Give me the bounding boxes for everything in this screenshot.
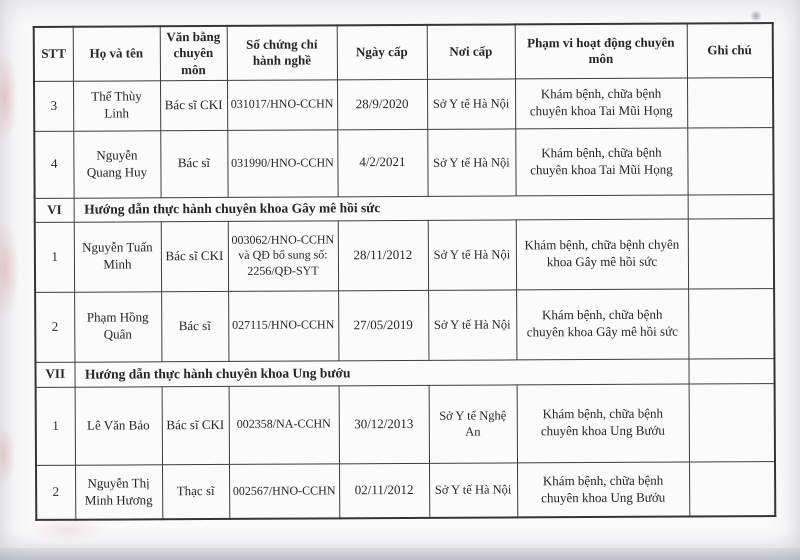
section-id: VI [35,198,74,222]
practitioner-table-wrap [33,22,775,521]
cell-degree: Thạc sĩ [162,464,229,519]
cell-stt: 4 [34,131,73,198]
header-degree: Văn bằng chuyên môn [160,26,227,81]
header-cert: Số chứng chỉ hành nghề [227,25,337,80]
table-row [35,218,774,292]
header-place: Nơi cấp [427,24,515,79]
cell-date: 02/11/2012 [339,463,429,518]
section-note-cell [688,194,774,218]
cell-cert: 027115/HNO-CCHN [228,291,338,362]
cell-note [687,127,773,194]
cell-place: Sở Y tế Hà Nội [429,463,517,518]
cell-date: 27/05/2019 [338,290,428,360]
scan-smudge [0,425,16,485]
cell-stt: 3 [34,81,73,131]
cell-name: Nguyễn Tuấn Minh [74,222,161,292]
scan-smudge [0,220,20,320]
cell-place: Sở Y tế Hà Nội [427,129,515,196]
cell-degree: Bác sĩ CKI [160,80,227,130]
cell-stt: 2 [35,292,74,362]
cell-date: 28/11/2012 [338,220,428,290]
scan-speck [750,10,762,22]
cell-stt: 1 [35,222,74,292]
cell-note [689,383,775,461]
cell-cert: 003062/HNO-CCHN và QĐ bổ sung số: 2256/QĐ-SYT [228,221,338,292]
cell-scope: Khám bệnh, chữa bệnh chuyên khoa Ung Bướu [517,384,689,463]
table-row [36,461,775,520]
section-id: VII [35,362,74,387]
cell-date: 30/12/2013 [339,385,429,463]
cell-note [687,77,773,127]
header-row [34,23,773,81]
cell-place: Sở Y tế Hà Nội [427,79,515,129]
cell-date: 4/2/2021 [337,129,427,196]
cell-degree: Bác sĩ [160,130,227,197]
cell-name: Nguyễn Quang Huy [73,131,160,198]
table-row [34,127,773,198]
cell-date: 28/9/2020 [337,79,427,129]
cell-cert: 002567/HNO-CCHN [229,464,339,520]
scan-smudge [0,52,18,142]
table-row [35,288,774,362]
section-header-row [35,358,774,387]
header-date: Ngày cấp [337,25,427,80]
practitioner-table [33,22,777,521]
cell-stt: 1 [36,387,75,465]
cell-name: Thế Thùy Linh [73,81,160,131]
cell-scope: Khám bệnh, chữa bệnh chuyên khoa Ung Bướu [517,462,689,518]
cell-place: Sở Y tế Hà Nội [428,290,516,360]
cell-degree: Bác sĩ CKI [161,221,228,291]
cell-name: Phạm Hồng Quân [74,292,161,362]
cell-degree: Bác sĩ CKI [162,386,229,464]
header-name: Họ và tên [73,26,160,81]
section-title: Hướng dẫn thực hành chuyên khoa Ung bướu [74,359,688,387]
cell-cert: 002358/NA-CCHN [229,386,339,465]
section-title: Hướng dẫn thực hành chuyên khoa Gây mê hồi sức [74,195,688,222]
cell-scope: Khám bệnh, chữa bệnh chuyên khoa Tai Mũi Họng [515,78,687,129]
cell-place: Sở Y tế Nghệ An [429,385,517,463]
cell-degree: Bác sĩ [161,291,228,361]
cell-note [689,461,775,516]
cell-cert: 031017/HNO-CCHN [227,80,337,131]
table-row [34,77,773,131]
cell-name: Nguyễn Thị Minh Hương [75,465,162,520]
cell-note [688,218,774,288]
header-stt: STT [34,27,73,81]
cell-scope: Khám bệnh, chữa bệnh chuyên khoa Tai Mũi Họng [515,128,687,196]
cell-scope: Khám bệnh, chữa bệnh chyên khoa Gây mê hồi sức [516,219,688,290]
cell-scope: Khám bệnh, chữa bệnh chuyên khoa Gây mê hồi sức [516,289,688,360]
header-note: Ghi chú [687,23,773,78]
table-row [36,383,775,465]
header-scope: Phạm vi hoạt động chuyên môn [515,24,687,79]
cell-name: Lê Văn Bảo [75,387,162,465]
cell-note [688,288,774,358]
section-note-cell [688,358,774,383]
cell-stt: 2 [36,465,75,520]
cell-cert: 031990/HNO-CCHN [227,130,337,198]
page-bottom-edge [0,548,800,560]
cell-place: Sở Y tế Hà Nội [428,220,516,290]
